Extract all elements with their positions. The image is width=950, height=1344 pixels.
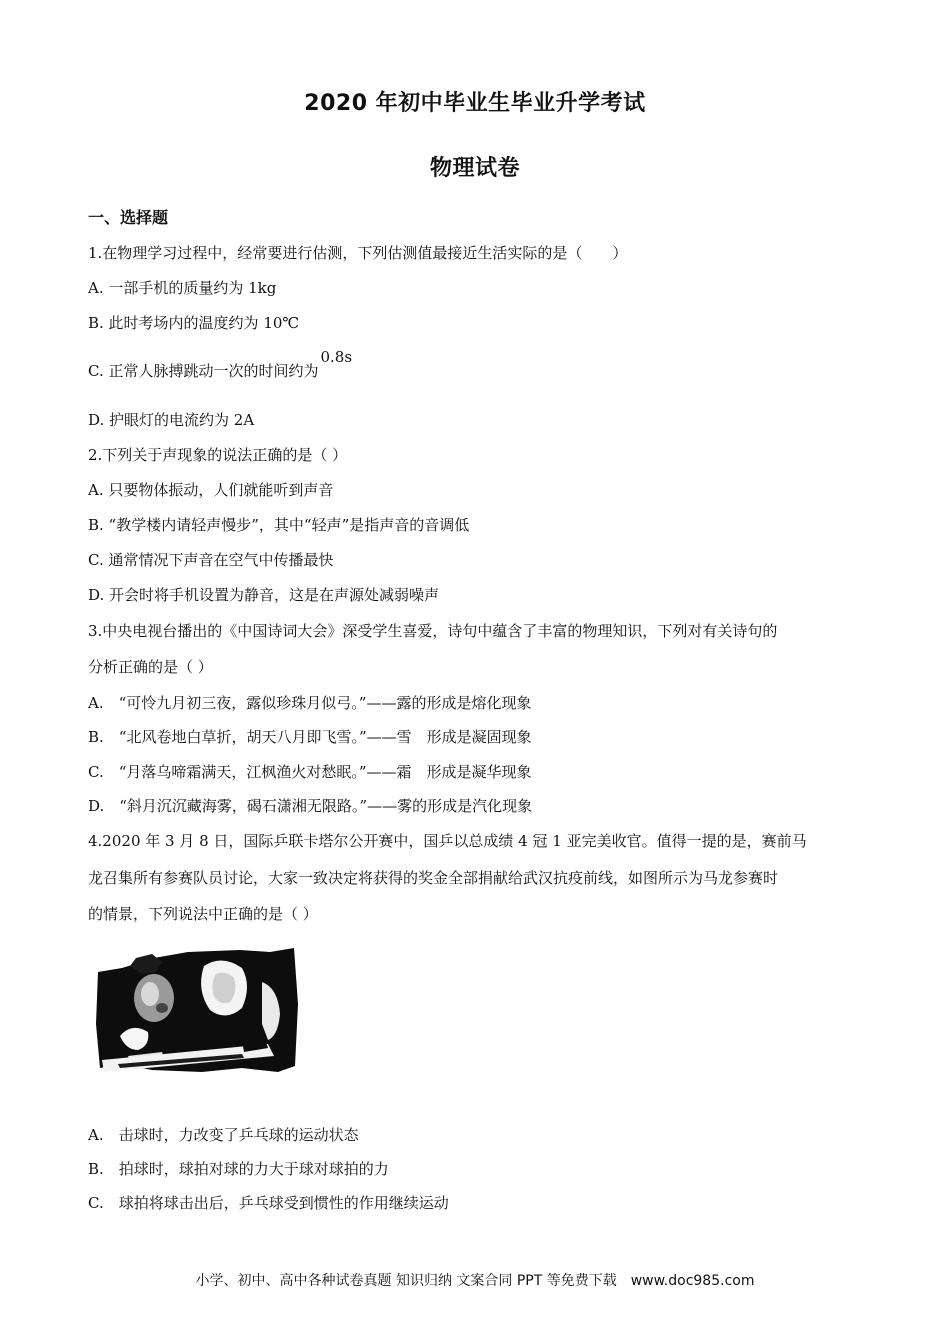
section-heading: 一、选择题 (88, 208, 169, 227)
exam-title: 2020 年初中毕业生毕业升学考试 (304, 91, 646, 116)
q1-stem: 1.在物理学习过程中，经常要进行估测，下列估测值最接近生活实际的是（ ） (88, 244, 628, 262)
q1-option-c-text: C. 正常人脉搏跳动一次的时间约为 (88, 362, 319, 380)
q2-option-a: A. 只要物体振动，人们就能听到声音 (88, 481, 334, 499)
q2-option-b: B. “教学楼内请轻声慢步”，其中“轻声”是指声音的音调低 (88, 516, 470, 534)
q4-option-c: C. 球拍将球击出后，乒乓球受到惯性的作用继续运动 (88, 1194, 449, 1212)
q1-option-a: A. 一部手机的质量约为 1kg (88, 279, 277, 297)
q3-stem-line2: 分析正确的是（ ） (88, 658, 213, 676)
q3-option-c: C. “月落乌啼霜满天，江枫渔火对愁眠。”——霜 形成是凝华现象 (88, 763, 532, 781)
q1-option-b: B. 此时考场内的温度约为 10℃ (88, 314, 300, 332)
q1-option-d: D. 护眼灯的电流约为 2A (88, 411, 255, 429)
q4-option-b: B. 拍球时，球拍对球的力大于球对球拍的力 (88, 1160, 389, 1178)
q3-option-b: B. “北风卷地白草折，胡天八月即飞雪。”——雪 形成是凝固现象 (88, 728, 532, 746)
q3-option-a: A. “可怜九月初三夜，露似珍珠月似弓。”——露的形成是熔化现象 (88, 694, 532, 712)
q4-option-a: A. 击球时，力改变了乒乓球的运动状态 (88, 1126, 359, 1144)
q4-stem-line1: 4.2020 年 3 月 8 日，国际乒联卡塔尔公开赛中，国乒以总成绩 4 冠 1 亚完美收官。值得一提的是，赛前马 (88, 832, 807, 850)
q4-stem-line2: 龙召集所有参赛队员讨论，大家一致决定将获得的奖金全部捐献给武汉抗疫前线，如图所示为马龙参赛时 (88, 869, 779, 887)
table-tennis-player-photo (92, 944, 300, 1084)
q2-option-d: D. 开会时将手机设置为静音，这是在声源处减弱噪声 (88, 586, 440, 604)
q1-option-c (88, 348, 353, 381)
q3-stem-line1: 3.中央电视台播出的《中国诗词大会》深受学生喜爱，诗句中蕴含了丰富的物理知识，下列对有关诗句的 (88, 622, 778, 640)
q4-stem-line3: 的情景，下列说法中正确的是（ ） (88, 905, 318, 923)
q2-option-c: C. 通常情况下声音在空气中传播最快 (88, 551, 334, 569)
exam-subtitle: 物理试卷 (429, 156, 520, 181)
q1-option-c-math: 0.8s (320, 348, 353, 366)
q2-stem: 2.下列关于声现象的说法正确的是（ ） (88, 446, 348, 464)
q3-option-d: D. “斜月沉沉藏海雾，碣石潇湘无限路。”——雾的形成是汽化现象 (88, 797, 533, 815)
footer-download-notice: 小学、初中、高中各种试卷真题 知识归纳 文案合同 PPT 等免费下载 www.doc985.com (195, 1273, 755, 1289)
